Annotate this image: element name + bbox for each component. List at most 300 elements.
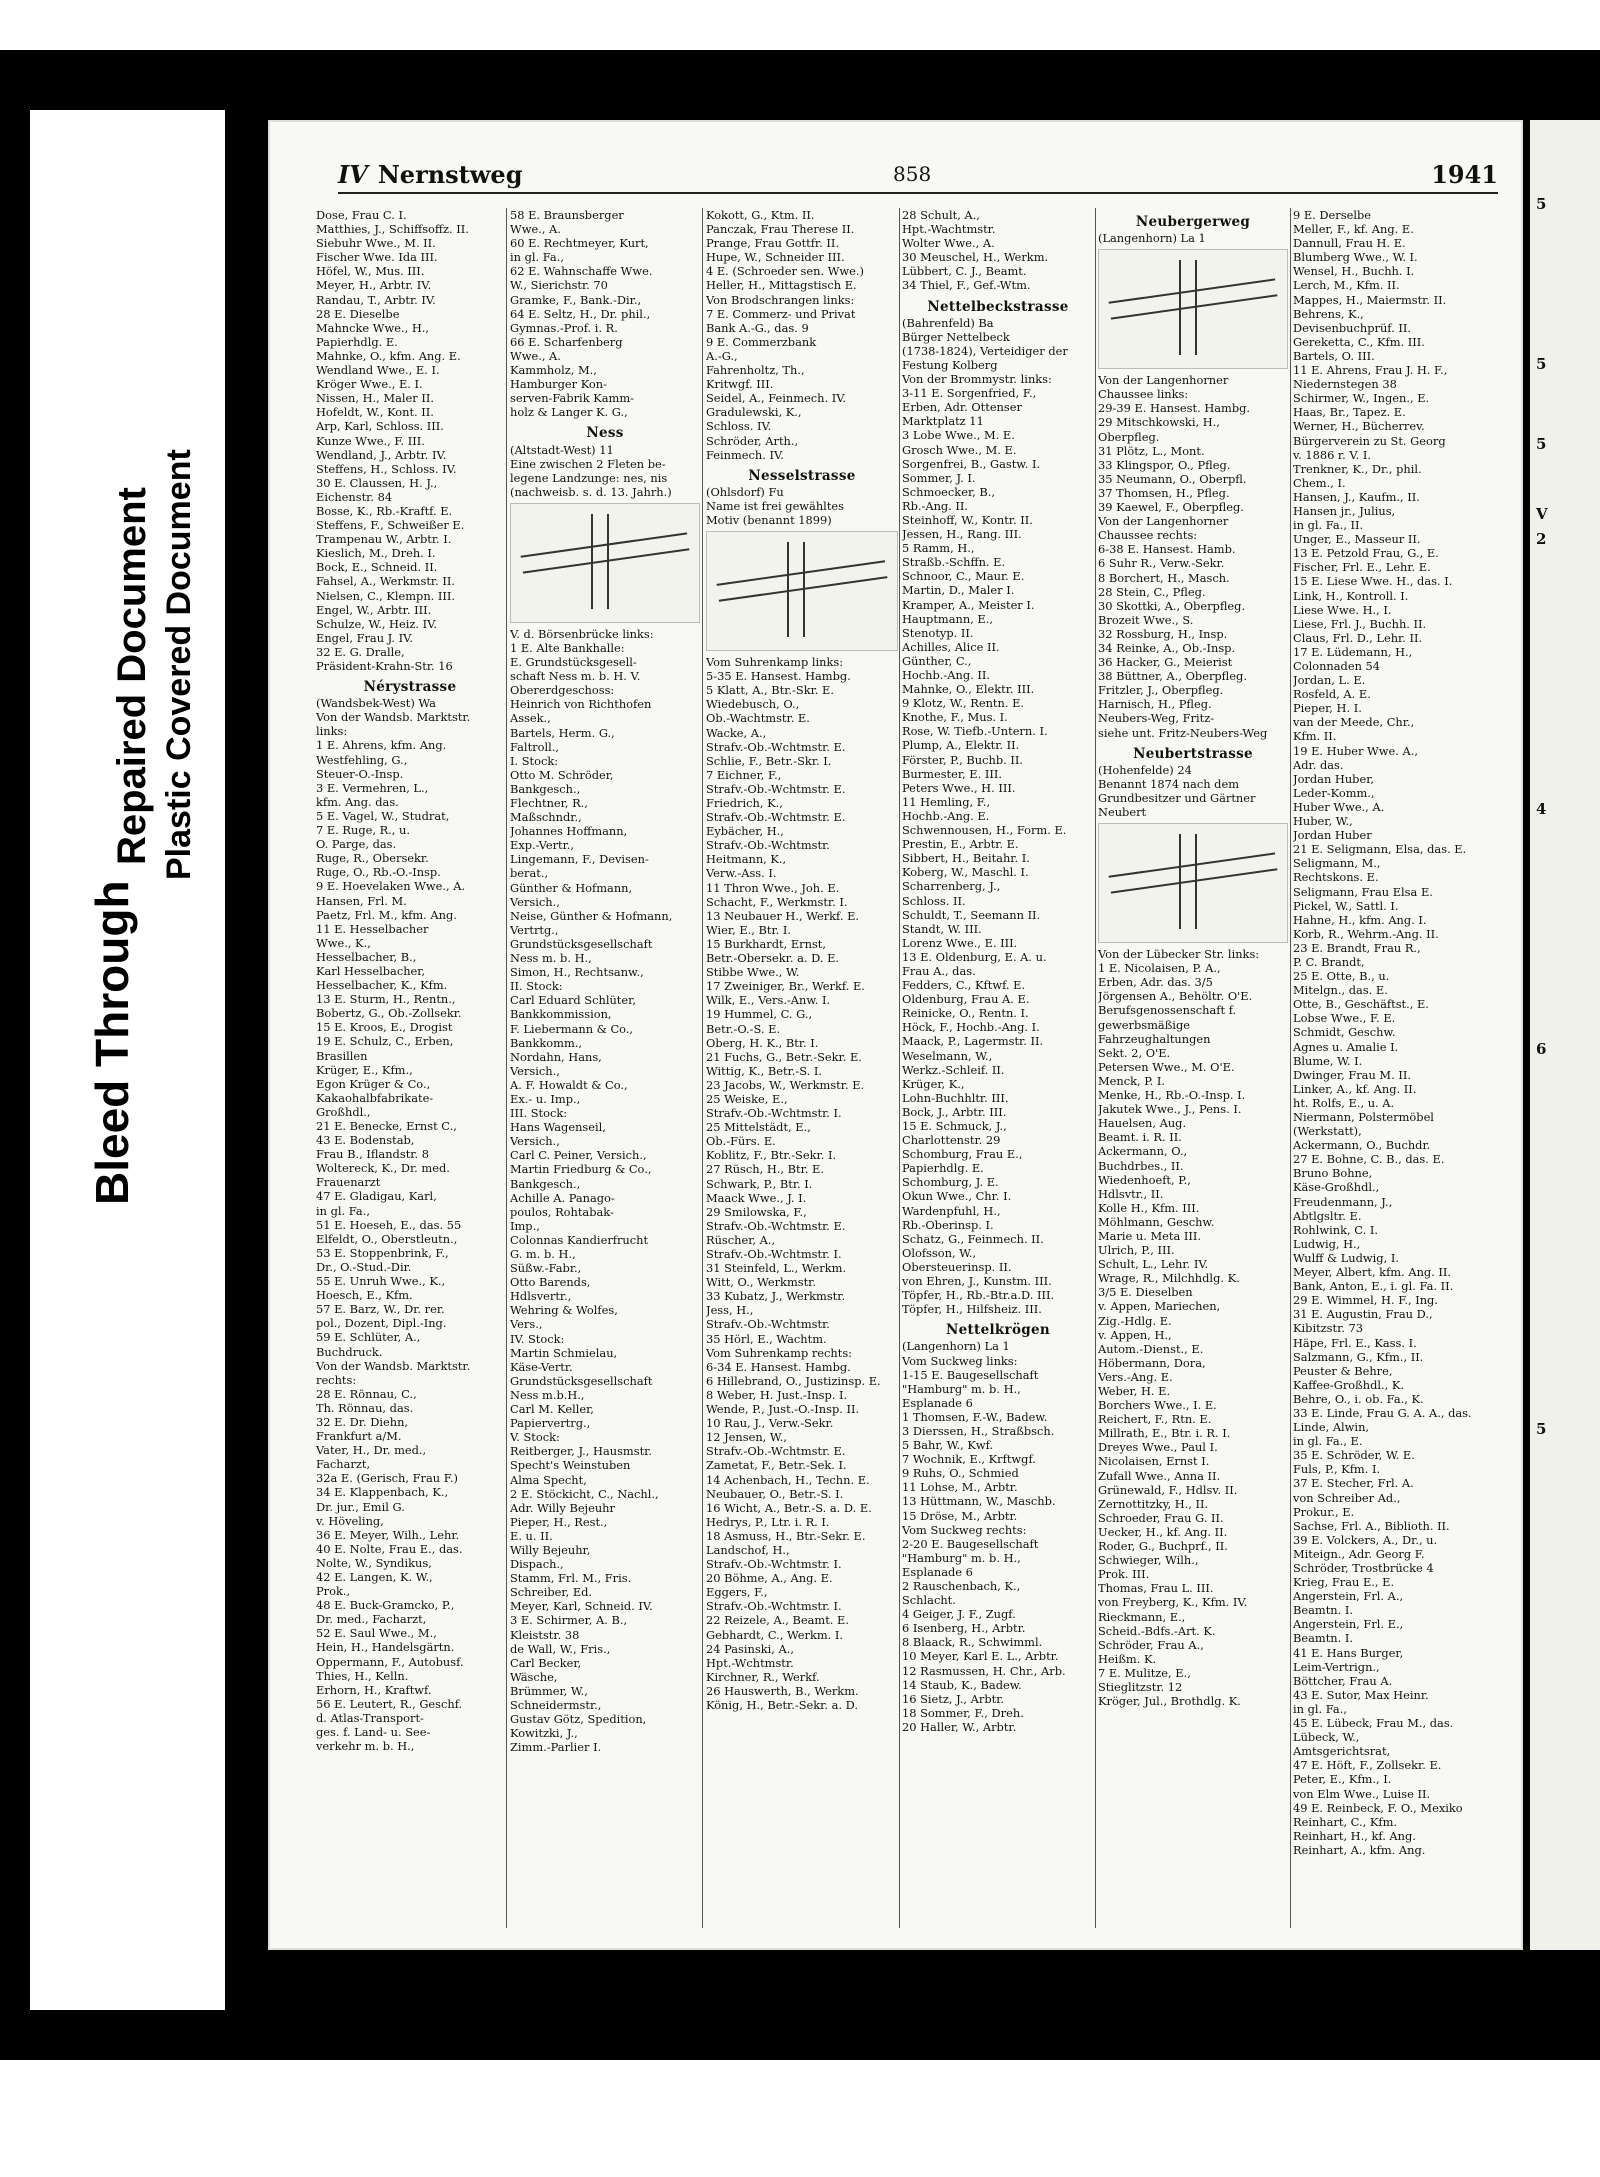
directory-entry: Wäsche, [510,1669,558,1684]
directory-entry: Zufall Wwe., Anna II. [1098,1468,1221,1483]
directory-entry: Wrage, R., Milchhdlg. K. [1098,1271,1240,1286]
directory-entry: Lohn-Buchhltr. III. [902,1090,1009,1105]
directory-entry: 6 Isenberg, H., Arbtr. [902,1621,1026,1636]
directory-entry: Ex.- u. Imp., [510,1091,581,1106]
label-repaired-document: Repaired Document [110,487,154,865]
directory-entry: Vom Suhrenkamp links: [706,655,844,670]
directory-entry: 8 Borchert, H., Masch. [1098,570,1230,585]
directory-entry: Freudenmann, J., [1293,1194,1393,1209]
directory-entry: 58 E. Braunsberger [510,208,624,222]
directory-page [268,120,1523,1950]
directory-entry: Petersen Wwe., M. O'E. [1098,1059,1235,1074]
directory-entry: Egon Krüger & Co., [316,1076,431,1091]
directory-entry: Rohlwink, C. I. [1293,1222,1378,1237]
directory-entry: holz & Langer K. G., [510,405,628,420]
directory-entry: Agnes u. Amalie I. [1293,1039,1399,1054]
directory-entry: Wendland Wwe., E. I. [316,363,440,378]
directory-entry: Weber, H. E. [1098,1384,1171,1398]
street-heading: Nérystrasse [363,679,457,696]
directory-entry: Steffens, F., Schweißer E. [316,518,465,533]
page-header [338,160,1498,194]
directory-entry: Dreyes Wwe., Paul I. [1098,1440,1218,1455]
street-heading: Ness [586,425,624,442]
directory-entry: 14 Staub, K., Badew. [902,1677,1022,1692]
directory-entry: Präsident-Krahn-Str. 16 [316,659,453,673]
directory-entry: Papierhdlg. E. [316,334,398,349]
directory-entry: Facharzt, [316,1457,371,1472]
header-left [338,160,522,189]
directory-entry: 1 E. Nicolaisen, P. A., [1098,961,1221,976]
directory-entry: 38 Büttner, A., Oberpfleg. [1098,669,1247,684]
directory-entry: Nicolaisen, Ernst I. [1098,1454,1210,1469]
directory-entry: Vers., [510,1317,543,1332]
directory-entry: Berufsgenossenschaft f. [1098,1003,1237,1018]
directory-entry: Wwe., A. [510,348,561,363]
directory-entry: "Hamburg" m. b. H., [902,1550,1021,1565]
directory-entry: Martin Schmielau, [510,1345,618,1360]
directory-entry: 1 E. Ahrens, kfm. Ang. [316,738,447,753]
directory-entry: 29-39 E. Hansest. Hambg. [1098,401,1251,416]
directory-entry: Bosse, K., Rb.-Kraftf. E. [316,503,453,518]
directory-entry: Korb, R., Wehrm.-Ang. II. [1293,926,1439,941]
directory-entry: Stenotyp. II. [902,625,974,640]
directory-entry: Hansen, J., Kaufm., II. [1293,489,1420,504]
directory-entry: Harnisch, H., Pfleg. [1098,697,1212,712]
directory-entry: Reichert, F., Rtn. E. [1098,1412,1212,1427]
directory-entry: Rüscher, A., [706,1232,776,1247]
directory-entry: 29 E. Wimmel, H. F., Ing. [1293,1293,1438,1308]
directory-entry: Bartels, O. III. [1293,348,1375,363]
directory-entry: Mappes, H., Maiermstr. II. [1293,292,1447,307]
directory-entry: Elfeldt, O., Oberstleutn., [316,1231,458,1246]
directory-entry: Haas, Br., Tapez. E. [1293,405,1406,420]
directory-entry: Frau A., das. [902,963,976,978]
directory-entry: Fahrenholtz, Th., [706,363,805,378]
directory-entry: Assek., [510,711,551,726]
directory-entry: Heitmann, K., [706,852,787,867]
directory-entry: 19 Hummel, C. G., [706,1007,813,1022]
directory-entry: Sachse, Frl. A., Biblioth. II. [1293,1518,1450,1533]
directory-entry: Papierhdlg. E. [902,1161,984,1176]
directory-entry: 47 E. Höft, F., Zollsekr. E. [1293,1758,1442,1773]
directory-entry: Fahrzeughaltungen [1098,1031,1211,1046]
directory-entry: 23 E. Brandt, Frau R., [1293,940,1421,955]
directory-entry: 23 Jacobs, W., Werkmstr. E. [706,1077,865,1092]
directory-entry: 5 Klatt, A., Btr.-Skr. E. [706,683,834,698]
directory-entry: (Wandsbek-West) Wa [316,696,436,711]
directory-entry: von Schreiber Ad., [1293,1490,1401,1505]
directory-entry: Leim-Vertrign., [1293,1659,1380,1674]
directory-entry: Ness m.b.H., [510,1387,585,1402]
directory-entry: 21 E. Seligmann, Elsa, das. E. [1293,842,1467,857]
directory-entry: Dannull, Frau H. E. [1293,236,1406,251]
directory-entry: Hochb.-Ang. E. [902,808,990,823]
directory-entry: Rechtskons. E. [1293,870,1379,885]
directory-entry: 18 Asmuss, H., Btr.-Sekr. E. [706,1528,866,1543]
directory-entry: Kröger Wwe., E. I. [316,377,423,392]
directory-entry: 57 E. Barz, W., Dr. rer. [316,1302,445,1317]
directory-entry: Rieckmann, E., [1098,1609,1186,1624]
directory-entry: Sekt. 2, O'E. [1098,1045,1171,1060]
directory-entry: Heller, H., Mittagstisch E. [706,278,857,293]
directory-entry: 7 E. Mulitze, E., [1098,1665,1191,1680]
directory-entry: 2 E. Stöckicht, C., Nachl., [510,1486,659,1501]
directory-entry: Jess, H., [706,1303,754,1318]
directory-entry: Hedrys, P., Ltr. i. R. I. [706,1514,830,1529]
directory-entry: Johannes Hoffmann, [510,824,628,839]
directory-entry: Meyer, H., Arbtr. IV. [316,278,432,293]
directory-column-2 [510,208,700,1928]
directory-entry: Bürger Nettelbeck [902,329,1010,344]
directory-entry: Neubert [1098,805,1147,819]
directory-entry: Betr.-O.-S. E. [706,1021,781,1036]
directory-entry: Liese, Frl. J., Buchh. II. [1293,616,1427,631]
directory-entry: 25 E. Otte, B., u. [1293,969,1390,984]
directory-entry: Schacht, F., Werkmstr. I. [706,894,848,909]
directory-entry: 28 E. Dieselbe [316,306,400,321]
directory-entry: 11 Thron Wwe., Joh. E. [706,880,840,895]
directory-entry: Strafv.-Ob.-Wchtmstr. E. [706,739,846,754]
directory-entry: Grosch Wwe., M. E. [902,442,1017,457]
directory-entry: ht. Rolfs, E., u. A. [1293,1095,1395,1110]
directory-entry: 32 E. Dr. Diehn, [316,1414,409,1429]
directory-entry: Link, H., Kontroll. I. [1293,588,1409,603]
adjacent-letter: 5 [1536,355,1547,373]
directory-entry: Wacke, A., [706,725,767,740]
directory-entry: Kakaohalbfabrikate- [316,1090,434,1105]
directory-entry: 9 E. Hoevelaken Wwe., A. [316,879,466,894]
directory-entry: Seligmann, M., [1293,856,1381,871]
adjacent-letter: 5 [1536,435,1547,453]
directory-entry: Koblitz, F., Btr.-Sekr. I. [706,1148,837,1163]
directory-entry: Ob.-Fürs. E. [706,1134,776,1149]
directory-entry: Schmidt, Geschw. [1293,1025,1396,1040]
directory-entry: von Freyberg, K., Kfm. IV. [1098,1595,1248,1610]
directory-entry: Charlottenstr. 29 [902,1133,1001,1148]
directory-entry: Strafv.-Ob.-Wchtmstr. I. [706,1599,842,1614]
directory-entry: 56 E. Leutert, R., Geschf. [316,1696,463,1711]
directory-entry: Flechtner, R., [510,796,588,810]
directory-entry: Schroeder, Frau G. II. [1098,1510,1224,1525]
directory-entry: 17 Zweiniger, Br., Werkf. E. [706,979,865,994]
directory-entry: 33 Klingspor, O., Pfleg. [1098,457,1231,472]
column-rule [1095,208,1096,1928]
directory-entry: 31 Plötz, L., Mont. [1098,443,1205,458]
directory-entry: v. Appen, H., [1098,1327,1172,1342]
directory-entry: 55 E. Unruh Wwe., K., [316,1274,446,1289]
directory-entry: links: [316,724,348,739]
directory-entry: Zernottitzky, H., II. [1098,1496,1209,1511]
directory-entry: Strafv.-Ob.-Wchtmstr. I. [706,1557,842,1572]
directory-entry: Salzmann, G., Kfm., II. [1293,1349,1424,1364]
directory-entry: Kolle H., Kfm. III. [1098,1200,1200,1215]
street-heading: Nesselstrasse [748,467,856,484]
directory-entry: Von der Lübecker Str. links: [1098,947,1260,962]
directory-entry: 28 Stein, C., Pfleg. [1098,584,1206,599]
directory-entry: Dwinger, Frau M. II. [1293,1067,1411,1082]
directory-entry: Beamt. i. R. II. [1098,1130,1182,1145]
directory-entry: Carl M. Keller, [510,1402,594,1417]
directory-entry: Leder-Komm., [1293,785,1375,800]
directory-entry: Prokur., E. [1293,1504,1355,1519]
directory-entry: Otto Barends, [510,1275,591,1290]
directory-entry: 16 Sietz, J., Arbtr. [902,1691,1005,1706]
directory-entry: Papiervertrg., [510,1416,591,1431]
directory-entry: 17 E. Lüdemann, H., [1293,644,1413,659]
directory-entry: Krüger, E., Kfm., [316,1062,413,1077]
directory-entry: 42 E. Langen, K. W., [316,1570,433,1584]
directory-entry: Obersteuerinsp. II. [902,1259,1012,1274]
directory-entry: Roder, G., Buchprf., II. [1098,1539,1228,1554]
directory-entry: Schmoecker, B., [902,484,995,499]
directory-entry: ges. f. Land- u. See- [316,1725,431,1740]
directory-entry: Feinmech. IV. [706,447,784,462]
directory-entry: legene Landzunge: nes, nis [510,470,668,485]
directory-entry: verkehr m. b. H., [316,1739,415,1754]
directory-entry: Adr. das. [1293,757,1344,772]
directory-entry: Weselmann, W., [902,1048,993,1063]
directory-entry: 3 Dierssen, H., Straßbsch. [902,1423,1055,1438]
directory-entry: Höfel, W., Mus. III. [316,264,425,279]
directory-entry: Gymnas.-Prof. i. R. [510,320,618,335]
directory-entry: Kowitzki, J., [510,1726,578,1741]
directory-entry: Töpfer, H., Hilfsheiz. III. [902,1302,1042,1317]
directory-entry: 51 E. Hoeseh, E., das. 55 [316,1217,462,1232]
directory-entry: Westfehling, G., [316,752,408,767]
directory-entry: Ness m. b. H., [510,951,592,966]
directory-entry: "Hamburg" m. b. H., [902,1381,1021,1396]
directory-entry: Ruge, R., Obersekr. [316,851,429,866]
directory-entry: F. Liebermann & Co., [510,1021,634,1036]
directory-entry: 15 E. Schmuck, J., [902,1119,1007,1133]
directory-entry: Krüger, K., [902,1076,965,1091]
label-bleed-through: Bleed Through [86,880,138,1205]
directory-entry: Jordan, L. E. [1293,673,1366,688]
directory-entry: 39 E. Volckers, A., Dr., u. [1293,1532,1438,1547]
directory-entry: Neubers-Weg, Fritz- [1098,711,1215,726]
directory-entry: Friedrich, K., [706,796,783,810]
directory-entry: Brozeit Wwe., S. [1098,612,1194,627]
directory-entry: Miteign., Adr. Georg F. [1293,1546,1425,1561]
directory-entry: Steffens, H., Schloss. IV. [316,461,457,476]
directory-entry: 15 Dröse, M., Arbtr. [902,1508,1018,1523]
directory-entry: 13 Neubauer H., Werkf. E. [706,908,860,923]
directory-entry: 18 Sommer, F., Dreh. [902,1705,1024,1720]
adjacent-letter: V [1536,505,1548,523]
directory-entry: 37 E. Stecher, Frl. A. [1293,1476,1414,1491]
directory-entry: 11 E. Ahrens, Frau J. H. F., [1293,363,1448,378]
directory-entry: Höbermann, Dora, [1098,1355,1206,1370]
directory-entry: Strafv.-Ob.-Wchtmstr. E. [706,781,846,796]
directory-entry: Ulrich, P., III. [1098,1243,1175,1258]
directory-entry: Reinhart, C., Kfm. [1293,1814,1398,1829]
directory-entry: Schröder, Arth., [706,433,799,448]
directory-entry: 34 E. Klappenbach, K., [316,1485,449,1500]
directory-entry: 59 E. Schlüter, A., [316,1330,421,1345]
directory-entry: Kritwgf. III. [706,377,774,392]
directory-entry: Scharrenberg, J., [902,879,1001,894]
directory-entry: Dr. med., Facharzt, [316,1612,427,1627]
directory-entry: III. Stock: [510,1106,568,1121]
directory-entry: Zig.-Hdlg. E. [1098,1313,1172,1328]
directory-entry: berat., [510,866,549,881]
street-map [1098,249,1288,369]
directory-entry: Grünewald, F., Hdlsv. II. [1098,1482,1238,1497]
directory-entry: Brümmer, W., [510,1683,588,1698]
directory-entry: serven-Fabrik Kamm- [510,391,634,406]
directory-entry: Schuldt, T., Seemann II. [902,907,1041,922]
directory-entry: Hofeldt, W., Kont. II. [316,405,434,420]
page-number: 858 [893,162,932,186]
directory-entry: 20 Haller, W., Arbtr. [902,1719,1017,1734]
directory-entry: Wwe., A. [510,222,561,237]
directory-entry: Arp, Karl, Schloss. III. [316,419,444,434]
directory-entry: Woltereck, K., Dr. med. [316,1161,450,1176]
directory-entry: 7 Eichner, F., [706,767,782,782]
directory-entry: Käse-Vertr. [510,1359,573,1374]
directory-entry: 34 Thiel, F., Gef.-Wtm. [902,278,1031,293]
directory-entry: Nielsen, C., Klempn. III. [316,588,456,603]
directory-entry: Hesselbacher, K., Kfm. [316,978,448,993]
directory-entry: 1 E. Alte Bankhalle: [510,640,625,655]
directory-entry: Liese Wwe. H., I. [1293,602,1392,617]
directory-entry: Buchdrbes., II. [1098,1158,1184,1173]
adjacent-letter: 2 [1536,530,1547,548]
directory-entry: 32 Rossburg, H., Insp. [1098,626,1228,641]
directory-entry: Erhorn, H., Kraftwf. [316,1682,432,1697]
directory-entry: Faltroll., [510,739,559,754]
directory-entry: Th. Rönnau, das. [316,1400,414,1415]
directory-entry: Martin Friedburg & Co., [510,1162,652,1177]
directory-entry: Hauelsen, Aug. [1098,1116,1187,1131]
directory-entry: 5-35 E. Hansest. Hambg. [706,669,851,684]
directory-entry: Vater, H., Dr. med., [316,1443,427,1458]
adjacent-letter: 6 [1536,1040,1547,1058]
directory-entry: Steinhoff, W., Kontr. II. [902,512,1033,527]
directory-entry: 35 E. Schröder, W. E. [1293,1448,1415,1463]
directory-entry: Günther, C., [902,653,972,668]
directory-entry: (Hohenfelde) 24 [1098,762,1192,777]
directory-entry: 36 Hacker, G., Meierist [1098,655,1233,670]
directory-entry: Vom Suckweg rechts: [902,1522,1027,1537]
directory-entry: Frankfurt a/M. [316,1429,402,1444]
directory-entry: Fahsel, A., Werkmstr. II. [316,574,455,589]
directory-entry: (Bahrenfeld) Ba [902,315,994,330]
directory-entry: Reitberger, J., Hausmstr. [510,1444,652,1459]
directory-entry: Hauptmann, E., [902,611,993,626]
directory-entry: Bankgesch., [510,781,581,796]
directory-entry: E. u. II. [510,1528,553,1543]
directory-entry: Häpe, Frl. E., Kass. I. [1293,1335,1417,1350]
directory-entry: Versich., [510,1134,560,1149]
directory-entry: Dispach., [510,1557,564,1572]
directory-entry: Betr.-Obersekr. a. D. E. [706,951,840,966]
directory-entry: König, H., Betr.-Sekr. a. D. [706,1698,858,1712]
directory-entry: 39 Kaewel, F., Oberpfleg. [1098,500,1244,515]
directory-entry: Neubauer, O., Betr.-S. I. [706,1486,844,1501]
directory-entry: v. 1886 r. V. I. [1293,447,1371,462]
directory-entry: Chaussee rechts: [1098,528,1198,543]
directory-entry: 3 Lobe Wwe., M. E. [902,428,1015,443]
directory-entry: 15 Burkhardt, Ernst, [706,936,826,951]
directory-entry: 5 Ramm, H., [902,541,975,556]
directory-entry: Colonnaden 54 [1293,659,1381,673]
directory-entry: v. Höveling, [316,1513,384,1528]
directory-entry: in gl. Fa., E. [1293,1434,1363,1449]
directory-entry: (Altstadt-West) 11 [510,442,614,457]
directory-entry: siehe unt. Fritz-Neubers-Weg [1098,725,1268,740]
directory-entry: Specht's Weinstuben [510,1458,631,1473]
directory-entry: 3 E. Schirmer, A. B., [510,1613,628,1628]
directory-entry: Kaffee-Großhdl., K. [1293,1377,1404,1392]
directory-entry: Straßb.-Schffn. E. [902,555,1006,570]
directory-entry: von Ehren, J., Kunstm. III. [902,1274,1052,1289]
directory-entry: Schröder, Trostbrücke 4 [1293,1561,1434,1575]
directory-entry: de Wall, W., Fris., [510,1641,611,1656]
directory-entry: Bock, E., Schneid. II. [316,560,438,575]
directory-entry: Vom Suckweg links: [902,1353,1018,1368]
directory-entry: Linker, A., kf. Ang. II. [1293,1081,1417,1096]
directory-entry: Mahnke, O., Elektr. III. [902,682,1035,697]
directory-entry: Ludwig, H., [1293,1236,1361,1251]
street-map [510,503,700,623]
directory-entry: Schwieger, Wilh., [1098,1553,1199,1568]
directory-entry: Bobertz, G., Ob.-Zollsekr. [316,1006,462,1021]
directory-entry: Maack, P., Lagermstr. II. [902,1034,1044,1049]
directory-entry: Ackermann, O., Buchdr. [1293,1138,1431,1153]
directory-entry: V. Stock: [510,1430,560,1445]
directory-entry: Vertrtg., [510,922,559,937]
directory-entry: 6-38 E. Hansest. Hamb. [1098,542,1236,557]
directory-entry: Huber, W., [1293,814,1353,829]
directory-entry: 10 Meyer, Karl E. L., Arbtr. [902,1649,1059,1664]
directory-entry: Fischer Wwe. Ida III. [316,250,438,265]
directory-entry: Maack Wwe., J. I. [706,1190,807,1205]
directory-entry: 6-34 E. Hansest. Hambg. [706,1359,851,1374]
directory-entry: 14 Achenbach, H., Techn. E. [706,1472,870,1487]
directory-entry: in gl. Fa., [510,250,564,265]
directory-entry: 12 Rasmussen, H. Chr., Arb. [902,1663,1066,1678]
directory-entry: Lorenz Wwe., E. III. [902,935,1018,950]
directory-entry: Seidel, A., Feinmech. IV. [706,391,847,406]
directory-entry: 53 E. Stoppenbrink, F., [316,1245,449,1260]
directory-entry: 13 Hüttmann, W., Maschb. [902,1494,1056,1509]
directory-entry: Bankkomm., [510,1035,583,1050]
directory-entry: I. Stock: [510,753,559,768]
directory-entry: Beamtn. I. [1293,1603,1353,1618]
directory-entry: Uecker, H., kf. Ang. II. [1098,1524,1228,1539]
directory-entry: Erben, Adr. das. 3/5 [1098,975,1213,990]
directory-entry: Möhlmann, Geschw. [1098,1214,1215,1229]
directory-entry: Kunze Wwe., F. III. [316,433,425,448]
directory-entry: Prestin, E., Arbtr. E. [902,837,1019,852]
directory-entry: (1738-1824), Verteidiger der [902,343,1068,358]
directory-entry: Frauenarzt [316,1175,381,1190]
directory-entry: 3-11 E. Sorgenfried, F., [902,386,1037,401]
directory-entry: 15 E. Liese Wwe. H., das. I. [1293,574,1453,589]
directory-entry: 19 E. Huber Wwe. A., [1293,743,1418,758]
directory-entry: V. d. Börsenbrücke links: [510,626,654,641]
directory-entry: Randau, T., Arbtr. IV. [316,292,436,307]
directory-entry: Obererdgeschoss: [510,683,615,698]
directory-entry: Unger, E., Masseur II. [1293,532,1421,547]
directory-entry: 11 E. Hesselbacher [316,921,429,936]
directory-entry: Eybächer, H., [706,824,784,839]
directory-entry: Sorgenfrei, B., Gastw. I. [902,456,1041,471]
directory-entry: 28 Schult, A., [902,208,980,222]
directory-entry: Hochb.-Ang. II. [902,668,990,682]
directory-entry: Rose, W. Tiefb.-Untern. I. [902,724,1048,739]
